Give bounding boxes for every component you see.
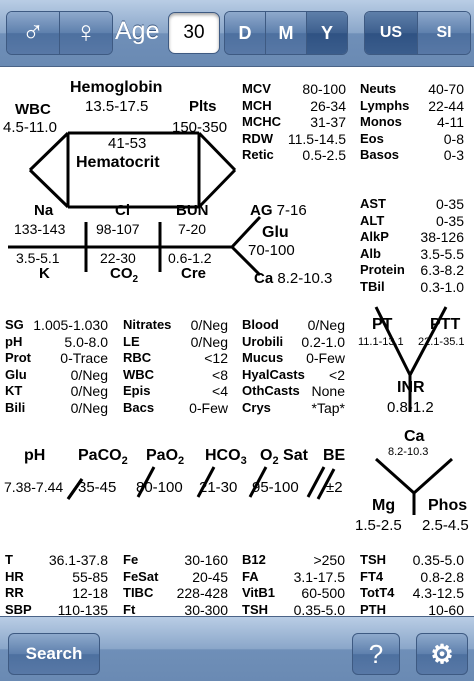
paco2-range: 35-45 xyxy=(78,479,117,496)
list-item: FA 3.1-17.5 xyxy=(242,568,345,585)
k-label: K xyxy=(39,265,50,282)
ptt-label: PTT xyxy=(430,316,461,333)
hemoglobin-label: Hemoglobin xyxy=(70,79,163,96)
pt-range: 11.1-13.1 xyxy=(358,336,404,348)
age-input[interactable]: 30 xyxy=(168,12,220,54)
list-item: FT4 0.8-2.8 xyxy=(360,568,464,585)
list-item: Monos 4-11 xyxy=(360,114,464,130)
list-item: B12 >250 xyxy=(242,552,345,568)
pao2-label: PaO$_2$ xyxy=(146,447,185,468)
hco3-range: 21-30 xyxy=(199,479,238,496)
settings-button[interactable] xyxy=(416,633,468,675)
lytes-ca-label: Ca xyxy=(404,428,425,445)
ag-item: AG 7-16 xyxy=(250,202,307,219)
lytes-ca-range: 8.2-10.3 xyxy=(388,446,429,458)
list-item: SG 1.005-1.030 xyxy=(5,317,108,333)
liver-function-list xyxy=(360,196,464,295)
list-item: Prot 0-Trace xyxy=(5,350,108,366)
lab-values-panel xyxy=(0,67,474,616)
cl-range: 98-107 xyxy=(96,221,140,237)
list-item: TotT4 4.3-12.5 xyxy=(360,585,464,601)
urinalysis-col-3 xyxy=(242,317,345,416)
list-item: HyalCasts <2 xyxy=(242,366,345,383)
list-item: Eos 0-8 xyxy=(360,130,464,147)
wbc-range: 4.5-11.0 xyxy=(3,119,57,136)
plts-range: 150-350 xyxy=(172,119,228,136)
glu-label: Glu xyxy=(262,224,289,241)
gear-icon: ⚙ xyxy=(430,638,454,669)
list-item: Mucus 0-Few xyxy=(242,350,345,366)
hemoglobin-range: 13.5-17.5 xyxy=(85,98,149,115)
list-item: SBP 110-135 xyxy=(5,601,108,616)
female-icon[interactable]: ♀ xyxy=(60,12,112,54)
hematocrit-label: Hematocrit xyxy=(76,154,160,171)
list-item: Blood 0/Neg xyxy=(242,317,345,333)
list-item: Retic 0.5-2.5 xyxy=(242,147,346,163)
ph-label: pH xyxy=(24,447,46,464)
vitamins-list xyxy=(242,552,345,616)
sex-segmented-control xyxy=(6,11,113,55)
list-item: T 36.1-37.8 xyxy=(5,552,108,568)
list-item: ALT 0-35 xyxy=(360,212,464,229)
list-item: Lymphs 22-44 xyxy=(360,97,464,114)
wbc-label: WBC xyxy=(15,101,51,118)
list-item: Epis <4 xyxy=(123,383,228,399)
urinalysis-col-2 xyxy=(123,317,228,416)
pt-label: PT xyxy=(372,316,393,333)
urinalysis-col-1 xyxy=(5,317,108,416)
list-item: MCV 80-100 xyxy=(242,81,346,97)
na-label: Na xyxy=(34,202,54,219)
list-item: PTH 10-60 xyxy=(360,601,464,616)
list-item: LE 0/Neg xyxy=(123,333,228,350)
list-item: RBC <12 xyxy=(123,350,228,366)
phos-range: 2.5-4.5 xyxy=(422,517,469,534)
co2-label: $CO_2$ xyxy=(110,265,139,285)
mg-range: 1.5-2.5 xyxy=(355,517,402,534)
help-button[interactable]: ? xyxy=(352,633,400,675)
be-label: BE xyxy=(323,447,346,464)
hco3-label: $HCO_3$ xyxy=(205,447,247,468)
list-item: Protein 6.3-8.2 xyxy=(360,262,464,278)
list-item: TSH 0.35-5.0 xyxy=(360,552,464,568)
be-range: ±2 xyxy=(326,479,343,496)
ptt-range: 22.1-35.1 xyxy=(418,336,465,348)
unit-system-us[interactable]: US xyxy=(365,12,418,54)
list-item: Urobili 0.2-1.0 xyxy=(242,333,345,350)
age-unit-days[interactable]: D xyxy=(225,12,266,54)
list-item: VitB1 60-500 xyxy=(242,585,345,601)
cre-range: 0.6-1.2 xyxy=(168,250,212,266)
inr-range: 0.8-1.2 xyxy=(387,399,434,416)
hematocrit-range: 41-53 xyxy=(108,135,147,152)
paco2-label: PaCO$_2$ xyxy=(78,447,128,468)
cbc-differential xyxy=(360,81,464,164)
plts-label: Plts xyxy=(189,98,217,115)
age-unit-segmented-control xyxy=(224,11,348,55)
list-item: Bacs 0-Few xyxy=(123,399,228,416)
list-item: WBC <8 xyxy=(123,366,228,383)
list-item: HR 55-85 xyxy=(5,568,108,585)
list-item: Basos 0-3 xyxy=(360,147,464,163)
list-item: Alb 3.5-5.5 xyxy=(360,245,464,262)
list-item: TIBC 228-428 xyxy=(123,585,228,601)
k-range: 3.5-5.1 xyxy=(16,250,60,266)
o2sat-range: 95-100 xyxy=(252,479,299,496)
age-unit-years[interactable]: Y xyxy=(307,12,347,54)
list-item: Bili 0/Neg xyxy=(5,399,108,416)
list-item: Glu 0/Neg xyxy=(5,366,108,383)
list-item: Fe 30-160 xyxy=(123,552,228,568)
na-range: 133-143 xyxy=(14,221,66,237)
list-item: Crys *Tap* xyxy=(242,399,345,416)
age-label: Age xyxy=(115,17,160,45)
glu-range: 70-100 xyxy=(248,242,295,259)
list-item: RR 12-18 xyxy=(5,585,108,601)
ph-range: 7.38-7.44 xyxy=(4,479,64,495)
list-item: MCHC 31-37 xyxy=(242,114,346,130)
list-item: KT 0/Neg xyxy=(5,383,108,399)
ca-item: Ca 8.2-10.3 xyxy=(254,270,333,287)
pao2-range: 80-100 xyxy=(136,479,183,496)
list-item: TSH 0.35-5.0 xyxy=(242,601,345,616)
list-item: MCH 26-34 xyxy=(242,97,346,114)
age-unit-months[interactable]: M xyxy=(266,12,307,54)
bun-range: 7-20 xyxy=(178,221,207,237)
list-item: AlkP 38-126 xyxy=(360,229,464,245)
cre-label: Cre xyxy=(181,265,207,282)
o2sat-label: $O_2$ Sat xyxy=(260,447,308,468)
iron-studies-list xyxy=(123,552,228,616)
list-item: Nitrates 0/Neg xyxy=(123,317,228,333)
vitals-list xyxy=(5,552,108,616)
thyroid-list xyxy=(360,552,464,616)
bottom-toolbar xyxy=(0,616,474,681)
list-item: Ft 30-300 xyxy=(123,601,228,616)
list-item: RDW 11.5-14.5 xyxy=(242,130,346,147)
co2-range: 22-30 xyxy=(100,250,136,266)
phos-label: Phos xyxy=(428,497,468,514)
list-item: AST 0-35 xyxy=(360,196,464,212)
list-item: FeSat 20-45 xyxy=(123,568,228,585)
male-icon[interactable]: ♂ xyxy=(7,12,60,54)
list-item: OthCasts None xyxy=(242,383,345,399)
unit-system-segmented-control xyxy=(364,11,471,55)
unit-system-si[interactable]: SI xyxy=(418,12,470,54)
cbc-indices-left xyxy=(242,81,346,164)
top-toolbar xyxy=(0,0,474,67)
cl-label: Cl xyxy=(115,202,130,219)
list-item: pH 5.0-8.0 xyxy=(5,333,108,350)
search-button[interactable]: Search xyxy=(8,633,100,675)
list-item: Neuts 40-70 xyxy=(360,81,464,97)
mg-label: Mg xyxy=(372,497,396,514)
list-item: TBil 0.3-1.0 xyxy=(360,278,464,295)
bun-label: BUN xyxy=(176,202,209,219)
inr-label: INR xyxy=(397,379,425,396)
